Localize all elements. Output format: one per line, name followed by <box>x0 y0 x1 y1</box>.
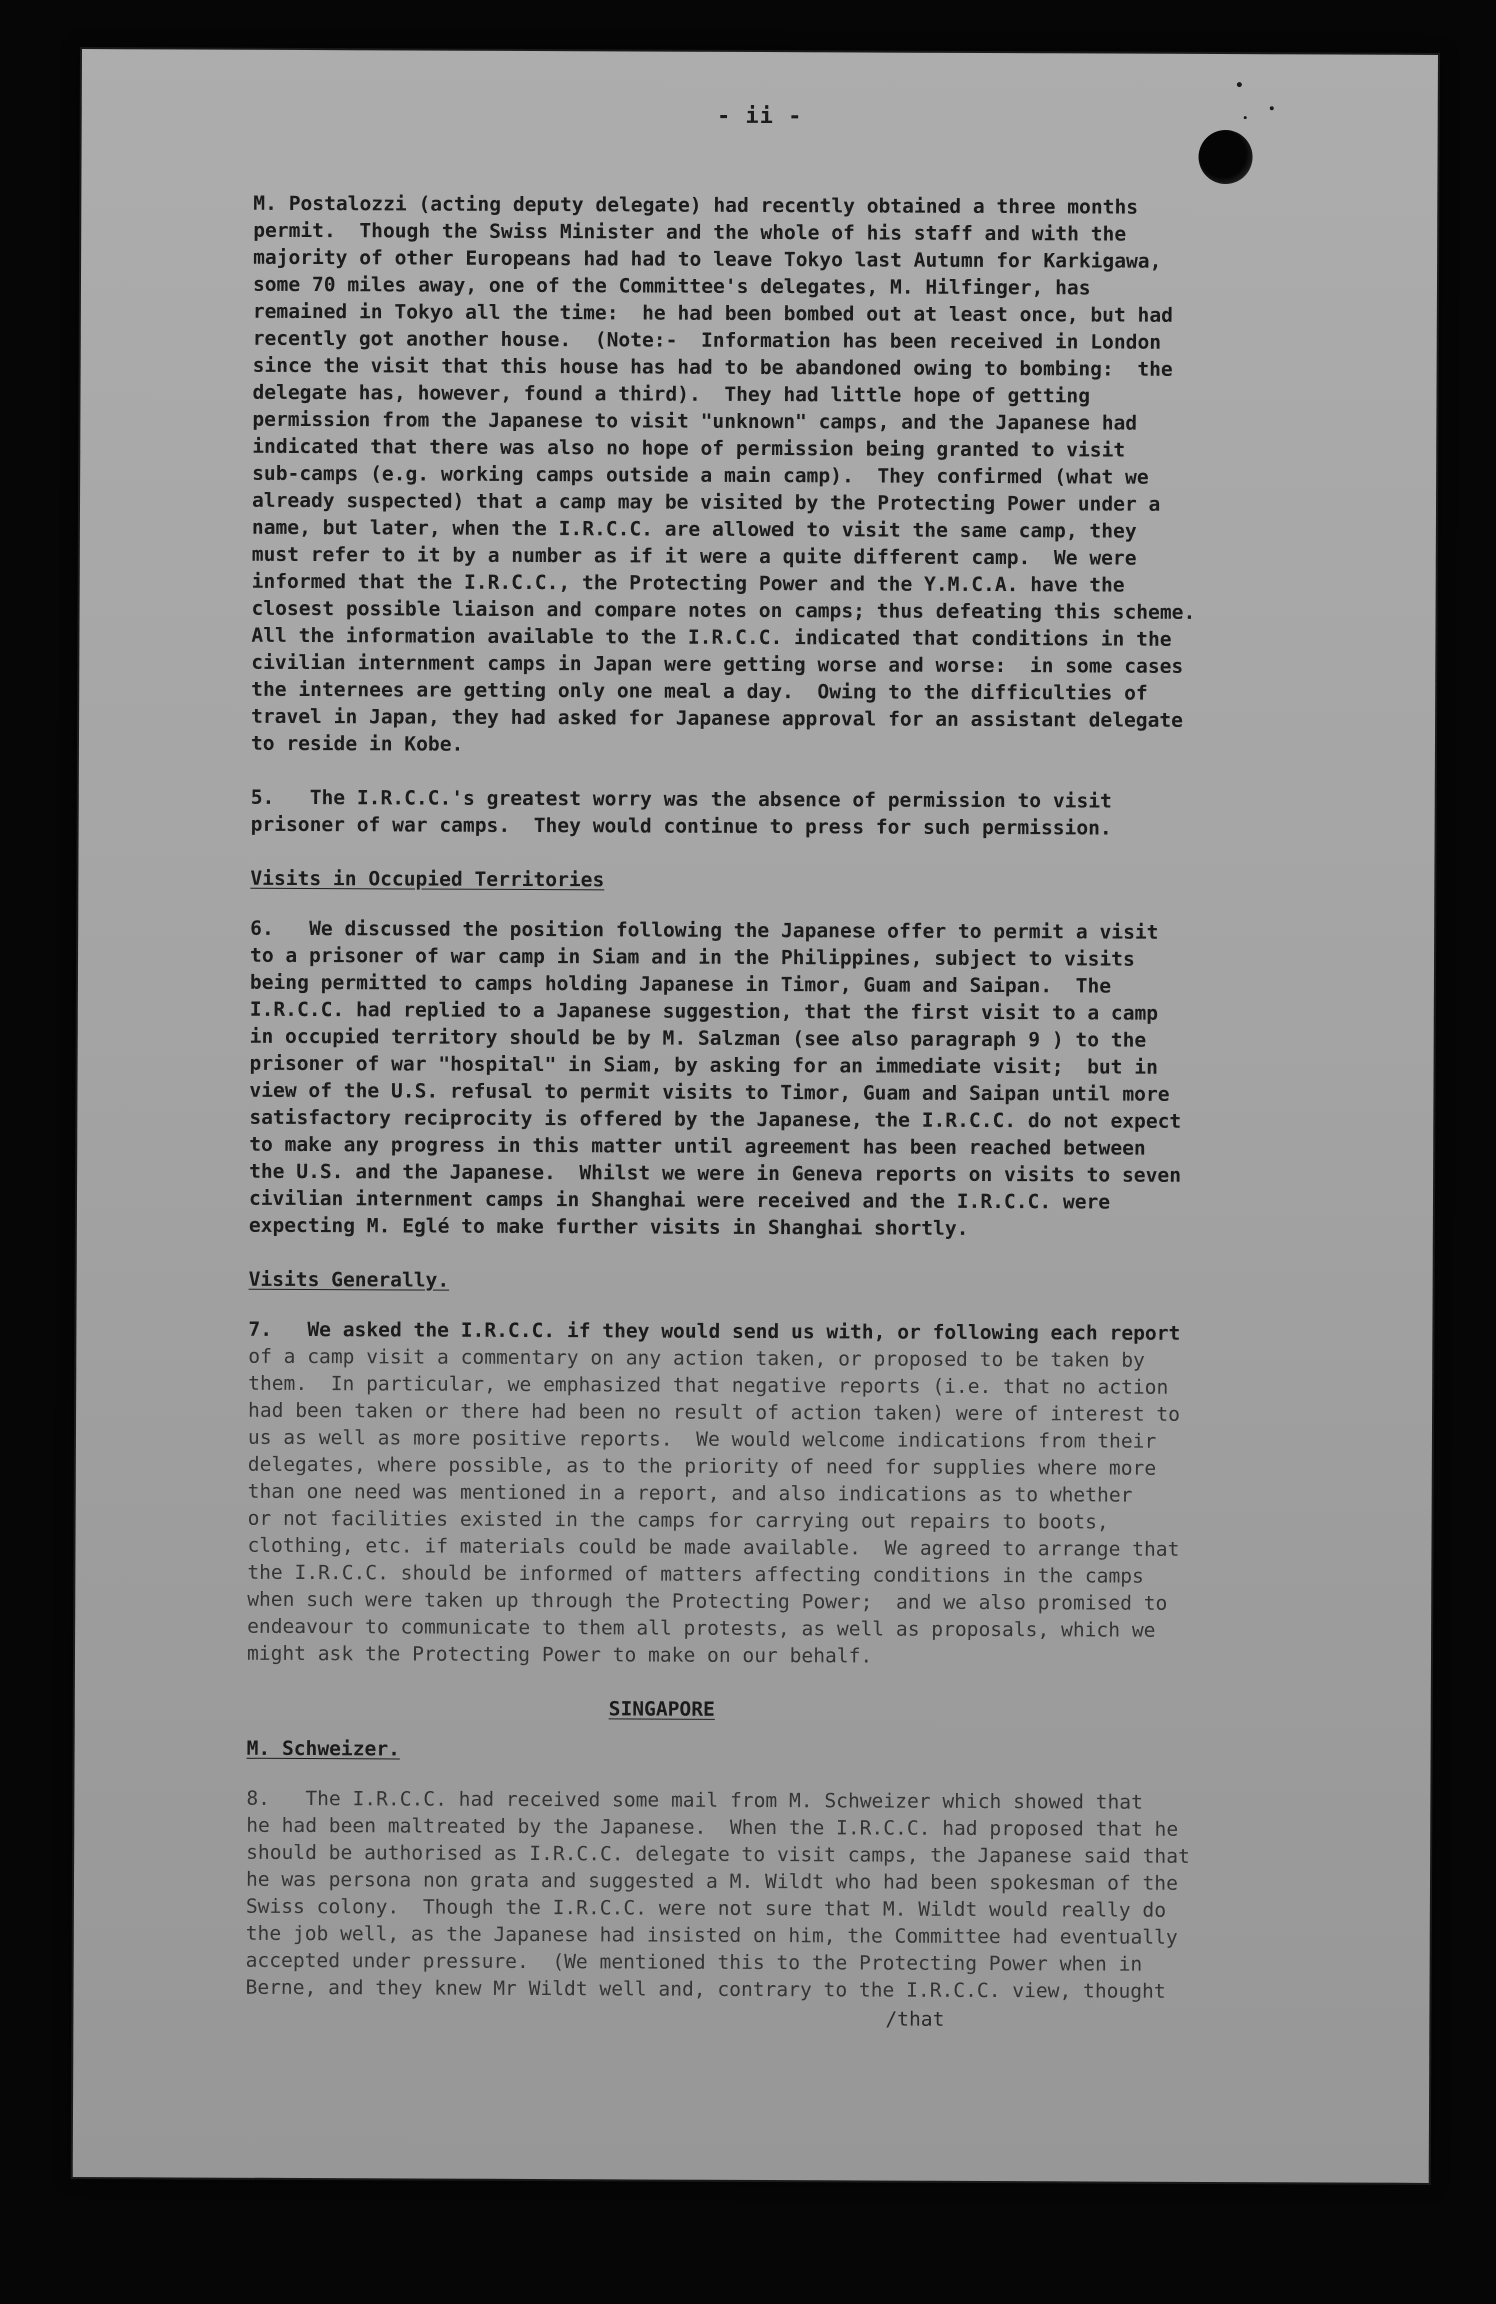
text-line: had been taken or there had been no result of action taken) were of interest to <box>248 1398 1181 1426</box>
text-line: civilian internment camps in Shanghai were received and the I.R.C.C. were <box>248 1186 1111 1214</box>
text-line: 6. We discussed the position following the Japanese offer to permit a visit <box>250 916 1159 944</box>
text-line: name, but later, when the I.R.C.C. are allowed to visit the same camp, they <box>251 515 1137 543</box>
text-line: prisoner of war camps. They would continue to press for such permission. <box>250 812 1112 840</box>
text-line: view of the U.S. refusal to permit visits to Timor, Guam and Saipan until more <box>249 1078 1170 1106</box>
continuation-catchword: /that <box>885 2007 945 2031</box>
text-line: the internees are getting only one meal a day. Owing to the difficulties of <box>251 677 1148 705</box>
text-line: Swiss colony. Though the I.R.C.C. were not sure that M. Wildt would really do <box>245 1894 1167 1922</box>
text-line: civilian internment camps in Japan were getting worse and worse: in some cases <box>251 650 1184 678</box>
text-line: accepted under pressure. (We mentioned this to the Protecting Power when in <box>245 1948 1143 1976</box>
text-line: the I.R.C.C. should be informed of matters affecting conditions in the camps <box>247 1560 1144 1588</box>
text-line: already suspected) that a camp may be visited by the Protecting Power under a <box>251 488 1161 516</box>
section-heading-occupied-territories: Visits in Occupied Territories <box>250 866 605 892</box>
text-line: to reside in Kobe. <box>250 731 464 756</box>
paragraph-8 <box>245 1785 1416 2006</box>
text-line: to make any progress in this matter until agreement has been reached between <box>249 1132 1146 1160</box>
page-number: - ii - <box>716 103 803 130</box>
text-line: permission from the Japanese to visit "unknown" camps, and the Japanese had <box>252 407 1138 435</box>
paragraph-6 <box>249 915 1420 1244</box>
text-line: since the visit that this house has had to be abandoned owing to bombing: the <box>252 353 1173 381</box>
text-line: than one need was mentioned in a report, and also indications as to whether <box>247 1479 1133 1507</box>
text-line: to a prisoner of war camp in Siam and in the Philippines, subject to visits <box>250 943 1135 971</box>
text-line: 5. The I.R.C.C.'s greatest worry was the absence of permission to visit <box>250 785 1112 813</box>
text-line: them. In particular, we emphasized that negative reports (i.e. that no action <box>248 1371 1169 1399</box>
text-line: M. Postalozzi (acting deputy delegate) had recently obtained a three months <box>253 191 1139 219</box>
text-line: in occupied territory should be by M. Salzman (see also paragraph 9 ) to the <box>249 1024 1147 1052</box>
text-line: some 70 miles away, one of the Committee's delegates, M. Hilfinger, has <box>252 272 1091 300</box>
text-line: 7. We asked the I.R.C.C. if they would send us with, or following each report <box>248 1317 1181 1345</box>
text-line: he had been maltreated by the Japanese. When the I.R.C.C. had proposed that he <box>246 1813 1179 1841</box>
text-line: 8. The I.R.C.C. had received some mail from M. Schweizer which showed that <box>246 1786 1143 1814</box>
text-line: when such were taken up through the Protecting Power; and we also promised to <box>247 1587 1168 1615</box>
text-line: us as well as more positive reports. We would welcome indications from their <box>247 1425 1157 1453</box>
speck <box>1237 82 1242 87</box>
text-line: delegates, where possible, as to the priority of need for supplies where more <box>247 1452 1157 1480</box>
document-page <box>73 49 1438 2183</box>
paragraph-intro <box>251 190 1423 762</box>
text-line: or not facilities existed in the camps for carrying out repairs to boots, <box>247 1506 1109 1534</box>
paragraph-5 <box>251 784 1421 843</box>
section-heading-singapore: SINGAPORE <box>608 1697 715 1721</box>
text-line: must refer to it by a number as if it were a quite different camp. We were <box>251 542 1137 570</box>
text-line: clothing, etc. if materials could be made available. We agreed to arrange that <box>247 1533 1180 1561</box>
document-body <box>245 190 1423 2033</box>
section-heading-visits-generally: Visits Generally. <box>248 1267 450 1292</box>
text-line: All the information available to the I.R.C.C. indicated that conditions in the <box>251 623 1172 651</box>
text-line: majority of other Europeans had had to leave Tokyo last Autumn for Karkigawa, <box>253 245 1162 273</box>
text-line: he was persona non grata and suggested a M. Wildt who had been spokesman of the <box>245 1867 1178 1895</box>
section-heading-schweizer: M. Schweizer. <box>246 1736 401 1761</box>
text-line: I.R.C.C. had replied to a Japanese suggestion, that the first visit to a camp <box>249 997 1159 1025</box>
text-line: endeavour to communicate to them all protests, as well as proposals, which we <box>247 1614 1156 1642</box>
text-line: prisoner of war "hospital" in Siam, by asking for an immediate visit; but in <box>249 1051 1158 1079</box>
text-line: sub-camps (e.g. working camps outside a main camp). They confirmed (what we <box>252 461 1149 489</box>
text-line: being permitted to camps holding Japanese in Timor, Guam and Saipan. The <box>249 970 1112 998</box>
text-line: expecting M. Eglé to make further visits in Shanghai shortly. <box>248 1213 969 1240</box>
ink-blot <box>1198 130 1252 184</box>
text-line: delegate has, however, found a third). They had little hope of getting <box>252 380 1091 408</box>
text-line: of a camp visit a commentary on any action taken, or proposed to be taken by <box>248 1344 1145 1372</box>
text-line: remained in Tokyo all the time: he had been bombed out at least once, but had <box>252 299 1174 327</box>
text-line: indicated that there was also no hope of permission being granted to visit <box>252 434 1126 462</box>
text-line: closest possible liaison and compare notes on camps; thus defeating this scheme. <box>251 596 1196 624</box>
text-line: travel in Japan, they had asked for Japanese approval for an assistant delegate <box>251 704 1184 732</box>
text-line: recently got another house. (Note:- Information has been received in London <box>252 326 1162 354</box>
text-line: the job well, as the Japanese had insisted on him, the Committee had eventually <box>245 1921 1178 1949</box>
text-line: satisfactory reciprocity is offered by the Japanese, the I.R.C.C. do not expect <box>249 1105 1182 1133</box>
text-line: informed that the I.R.C.C., the Protecting Power and the Y.M.C.A. have the <box>251 569 1125 597</box>
text-line: permit. Though the Swiss Minister and the whole of his staff and with the <box>253 218 1127 246</box>
text-line: might ask the Protecting Power to make on our behalf. <box>246 1641 873 1668</box>
text-line: should be authorised as I.R.C.C. delegate to visit camps, the Japanese said that <box>246 1840 1190 1868</box>
text-line: Berne, and they knew Mr Wildt well and, contrary to the I.R.C.C. view, thought <box>245 1975 1166 2003</box>
text-line: the U.S. and the Japanese. Whilst we were in Geneva reports on visits to seven <box>249 1159 1182 1187</box>
paragraph-7 <box>247 1316 1419 1672</box>
